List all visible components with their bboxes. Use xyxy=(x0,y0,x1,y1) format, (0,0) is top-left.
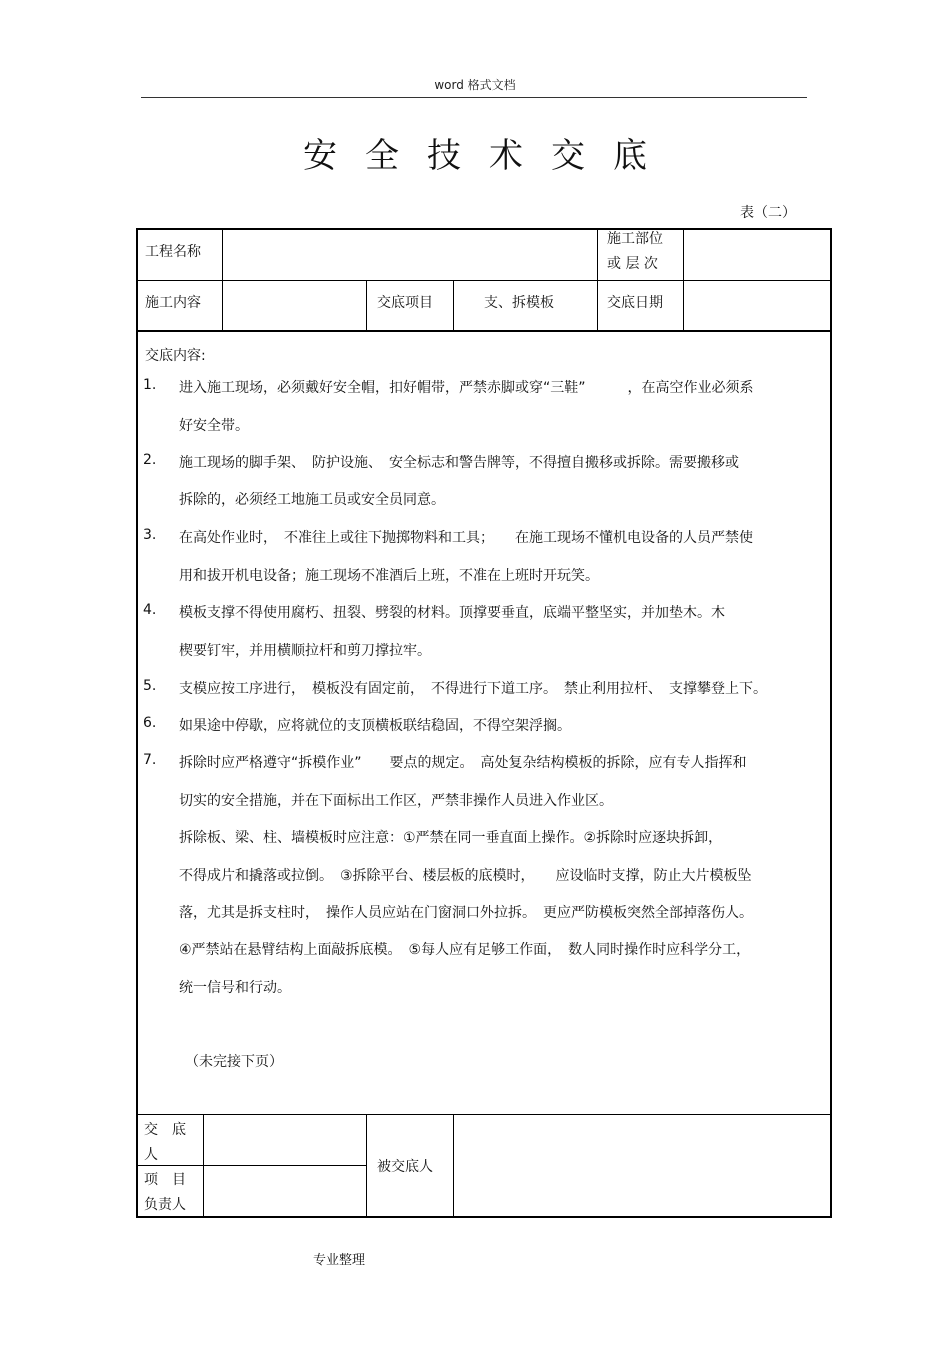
date-label: 交底日期 xyxy=(607,295,663,311)
col-divider xyxy=(366,1114,367,1216)
discloser-label-line1: 交 底 xyxy=(144,1122,186,1138)
para-line: 统一信号和行动。 xyxy=(179,980,291,996)
project-name-label: 工程名称 xyxy=(145,244,201,260)
col-divider xyxy=(222,230,223,330)
manager-label-line1: 项 目 xyxy=(144,1172,186,1188)
project-name-field[interactable] xyxy=(231,232,591,278)
location-label-line1: 施工部位 xyxy=(607,231,663,247)
discloser-signature-field[interactable] xyxy=(210,1118,360,1162)
manager-label-line2: 负责人 xyxy=(144,1197,186,1213)
col-divider xyxy=(453,280,454,330)
item-line: 拆除时应严格遵守“拆模作业” 要点的规定。 高处复杂结构模板的拆除，应有专人指挥和 xyxy=(179,755,747,771)
manager-signature-field[interactable] xyxy=(210,1169,360,1213)
item-line: 用和拔开机电设备；施工现场不准酒后上班，不准在上班时开玩笑。 xyxy=(179,568,599,584)
item-line: 楔要钉牢，并用横顺拉杆和剪刀撑拉牢。 xyxy=(179,643,431,659)
item-value: 支、拆模板 xyxy=(484,295,554,311)
item-line: 拆除的，必须经工地施工员或安全员同意。 xyxy=(179,492,445,508)
location-label-line2: 或 层 次 xyxy=(607,256,658,272)
para-line: 落，尤其是拆支柱时， 操作人员应站在门窗洞口外拉拆。 更应严防模板突然全部掉落伤人。 xyxy=(179,905,753,921)
header-rule xyxy=(141,97,807,98)
document-title: 安全技术交底 xyxy=(303,136,675,176)
col-divider xyxy=(683,230,684,330)
item-number: 5. xyxy=(143,678,157,694)
item-line: 如果途中停歇，应将就位的支顶横板联结稳固，不得空架浮搁。 xyxy=(179,718,571,734)
item-number: 4. xyxy=(143,602,157,618)
receiver-signature-field[interactable] xyxy=(460,1118,824,1212)
item-line: 施工现场的脚手架、 防护设施、 安全标志和警告牌等，不得擅自搬移或拆除。需要搬移或 xyxy=(179,455,739,471)
col-divider xyxy=(366,280,367,330)
item-line: 在高处作业时， 不准往上或往下抛掷物料和工具； 在施工现场不懂机电设备的人员严禁使 xyxy=(179,530,753,546)
col-divider xyxy=(597,230,598,330)
discloser-label-line2: 人 xyxy=(144,1147,158,1163)
continued-note: （未完接下页） xyxy=(185,1054,283,1070)
item-label: 交底项目 xyxy=(377,295,433,311)
content-label: 施工内容 xyxy=(145,295,201,311)
item-number: 6. xyxy=(143,715,157,731)
item-number: 1. xyxy=(143,377,157,393)
item-line: 好安全带。 xyxy=(179,418,249,434)
row-divider xyxy=(138,330,830,332)
para-line: ④严禁站在悬臂结构上面敲拆底模。 ⑤每人应有足够工作面， 数人同时操作时应科学分工， xyxy=(179,942,751,958)
item-number: 3. xyxy=(143,527,157,543)
col-divider xyxy=(203,1114,204,1216)
para-line: 不得成片和撬落或拉倒。 ③拆除平台、楼层板的底模时， 应设临时支撑，防止大片模板坠 xyxy=(179,868,752,884)
item-number: 2. xyxy=(143,452,157,468)
item-number: 7. xyxy=(143,752,157,768)
col-divider xyxy=(453,1114,454,1216)
para-line: 拆除板、梁、柱、墙模板时应注意：①严禁在同一垂直面上操作。②拆除时应逐块拆卸， xyxy=(179,830,723,846)
receiver-label: 被交底人 xyxy=(377,1159,433,1175)
item-line: 进入施工现场，必须戴好安全帽，扣好帽带，严禁赤脚或穿“三鞋” ，在高空作业必须系 xyxy=(179,380,754,396)
row-divider xyxy=(138,1114,830,1115)
item-line: 模板支撑不得使用腐朽、扭裂、劈裂的材料。顶撑要垂直，底端平整坚实，并加垫木。木 xyxy=(179,605,725,621)
row-divider xyxy=(138,280,830,281)
content-field[interactable] xyxy=(231,284,361,326)
item-line: 支模应按工序进行， 模板没有固定前， 不得进行下道工序。 禁止利用拉杆、 支撑攀登上下。 xyxy=(179,681,767,697)
page-footer-text: 专业整理 xyxy=(313,1253,366,1268)
table-number: 表（二） xyxy=(740,205,796,221)
row-divider xyxy=(138,1165,366,1166)
location-field[interactable] xyxy=(690,232,826,278)
date-field[interactable] xyxy=(690,284,826,326)
form-table xyxy=(136,228,832,1218)
page-header-text: word 格式文档 xyxy=(434,78,516,92)
item-line: 切实的安全措施，并在下面标出工作区，严禁非操作人员进入作业区。 xyxy=(179,793,613,809)
body-heading: 交底内容: xyxy=(145,348,206,364)
